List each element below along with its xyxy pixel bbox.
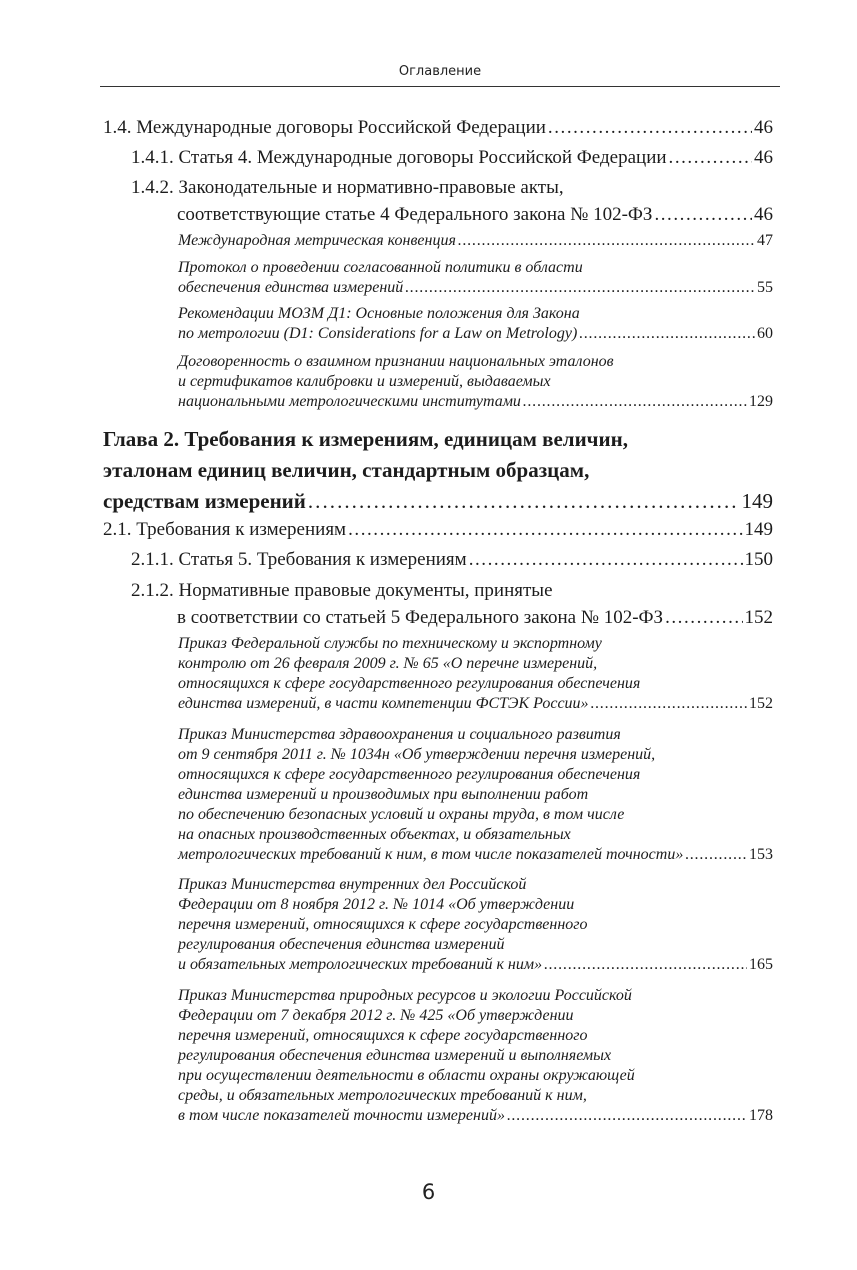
page-number: 152 [749, 695, 773, 712]
entry-title-line: 2.1.2. Нормативные правовые документы, принятые [131, 580, 553, 601]
page-number: 46 [754, 147, 773, 168]
page-number: 46 [754, 117, 773, 138]
page-number: 150 [744, 549, 773, 570]
dot-leader [685, 845, 747, 865]
entry-title: по метрологии (D1: Considerations for a Law on Metrology) [178, 325, 578, 342]
entry-title-line: при осуществлении деятельности в области охраны окружающей [178, 1067, 635, 1084]
entry-title: национальными метрологическими институтами [178, 393, 521, 410]
toc-entry-1-4-1[interactable] [131, 144, 773, 171]
entry-title: единства измерений, в части компетенции ФСТЭК России» [178, 695, 589, 712]
page-number: 178 [749, 1107, 773, 1124]
entry-title-line: относящихся к сфере государственного регулирования обеспечения [178, 675, 641, 692]
dot-leader [669, 144, 752, 171]
dot-leader [348, 516, 742, 543]
page-number: 152 [744, 607, 773, 628]
entry-title: обеспечения единства измерений [178, 279, 404, 296]
page-number: 149 [741, 489, 773, 513]
chapter-title-line: эталонам единиц величин, стандартным образцам, [103, 458, 590, 482]
toc-entry-chapter-2[interactable] [103, 424, 773, 517]
toc-entry-2-1-1[interactable] [131, 546, 773, 573]
dot-leader [654, 201, 752, 228]
toc-entry-1-4[interactable] [103, 114, 773, 141]
entry-title-line: Протокол о проведении согласованной политики в области [178, 259, 583, 276]
toc-entry-2-1-2[interactable] [131, 577, 773, 631]
entry-title-line: перечня измерений, относящихся к сфере государственного [178, 916, 588, 933]
page-number: 46 [754, 204, 773, 225]
page-number-footer: 6 [421, 1180, 436, 1204]
toc-entry-order-minzdrav[interactable] [178, 725, 773, 865]
page-number: 153 [749, 846, 773, 863]
entry-title-line: контролю от 26 февраля 2009 г. № 65 «О перечне измерений, [178, 655, 598, 672]
entry-title-line: от 9 сентября 2011 г. № 1034н «Об утверждении перечня измерений, [178, 746, 656, 763]
chapter-title: средствам измерений [103, 489, 306, 513]
toc-entry-mra[interactable] [178, 352, 773, 412]
entry-title-line: Договоренность о взаимном признании национальных эталонов [178, 353, 614, 370]
entry-title: 1.4.1. Статья 4. Международные договоры Российской Федерации [131, 147, 667, 168]
page-number: 60 [757, 325, 773, 342]
entry-title-line: Рекомендации МОЗМ Д1: Основные положения для Закона [178, 305, 580, 322]
entry-title: в том числе показателей точности измерений» [178, 1107, 505, 1124]
toc-entry-metric-convention[interactable] [178, 231, 773, 251]
entry-title-line: Федерации от 8 ноября 2012 г. № 1014 «Об утверждении [178, 896, 575, 913]
entry-title: в соответствии со статьей 5 Федерального закона № 102-ФЗ [177, 607, 664, 628]
entry-title: Международная метрическая конвенция [178, 232, 456, 249]
entry-title-line: по обеспечению безопасных условий и охраны труда, в том числе [178, 806, 625, 823]
entry-title-line: среды, и обязательных метрологических требований к ним, [178, 1087, 587, 1104]
dot-leader [579, 324, 755, 344]
toc-entry-2-1[interactable] [103, 516, 773, 543]
entry-title: и обязательных метрологических требований к ним» [178, 956, 543, 973]
page-number: 149 [744, 519, 773, 540]
entry-title-line: 1.4.2. Законодательные и нормативно-правовые акты, [131, 177, 564, 198]
entry-title-line: перечня измерений, относящихся к сфере государственного [178, 1027, 588, 1044]
dot-leader [591, 694, 747, 714]
entry-title-line: Приказ Министерства природных ресурсов и экологии Российской [178, 987, 632, 1004]
toc-entry-oiml-d1[interactable] [178, 304, 773, 344]
dot-leader [507, 1106, 747, 1126]
toc-entry-protocol[interactable] [178, 258, 773, 298]
dot-leader [469, 546, 743, 573]
entry-title-line: и сертификатов калибровки и измерений, выдаваемых [178, 373, 551, 390]
entry-title: 2.1.1. Статья 5. Требования к измерениям [131, 549, 467, 570]
dot-leader [665, 604, 742, 631]
entry-title-line: Приказ Министерства внутренних дел Российской [178, 876, 527, 893]
entry-title-line: Приказ Федеральной службы по техническому и экспортному [178, 635, 602, 652]
entry-title-line: Федерации от 7 декабря 2012 г. № 425 «Об утверждении [178, 1007, 574, 1024]
dot-leader [405, 278, 755, 298]
entry-title-line: единства измерений и производимых при выполнении работ [178, 786, 589, 803]
toc-entry-order-mvd[interactable] [178, 875, 773, 975]
entry-title-line: на опасных производственных объектах, и обязательных [178, 826, 571, 843]
toc-entry-order-fstec[interactable] [178, 634, 773, 714]
entry-title-line: регулирования обеспечения единства измерений и выполняемых [178, 1047, 612, 1064]
toc-entry-1-4-2[interactable] [131, 174, 773, 228]
page-number: 165 [749, 956, 773, 973]
entry-title: метрологических требований к ним, в том числе показателей точности» [178, 846, 684, 863]
dot-leader [458, 231, 755, 251]
entry-title: 2.1. Требования к измерениям [103, 519, 347, 540]
page-number: 47 [757, 232, 773, 249]
chapter-title-line: Глава 2. Требования к измерениям, единицам величин, [103, 427, 628, 451]
entry-title-line: регулирования обеспечения единства измерений [178, 936, 505, 953]
dot-leader [523, 392, 747, 412]
entry-title-line: Приказ Министерства здравоохранения и социального развития [178, 726, 621, 743]
toc-entry-order-minprirody[interactable] [178, 986, 773, 1126]
entry-title: соответствующие статье 4 Федерального закона № 102-ФЗ [177, 204, 653, 225]
entry-title-line: относящихся к сфере государственного регулирования обеспечения [178, 766, 641, 783]
entry-title: 1.4. Международные договоры Российской Федерации [103, 117, 546, 138]
dot-leader [544, 955, 747, 975]
page-number: 55 [757, 279, 773, 296]
running-head: Оглавление [398, 64, 482, 79]
dot-leader [308, 486, 740, 517]
page-number: 129 [749, 393, 773, 410]
dot-leader [548, 114, 752, 141]
